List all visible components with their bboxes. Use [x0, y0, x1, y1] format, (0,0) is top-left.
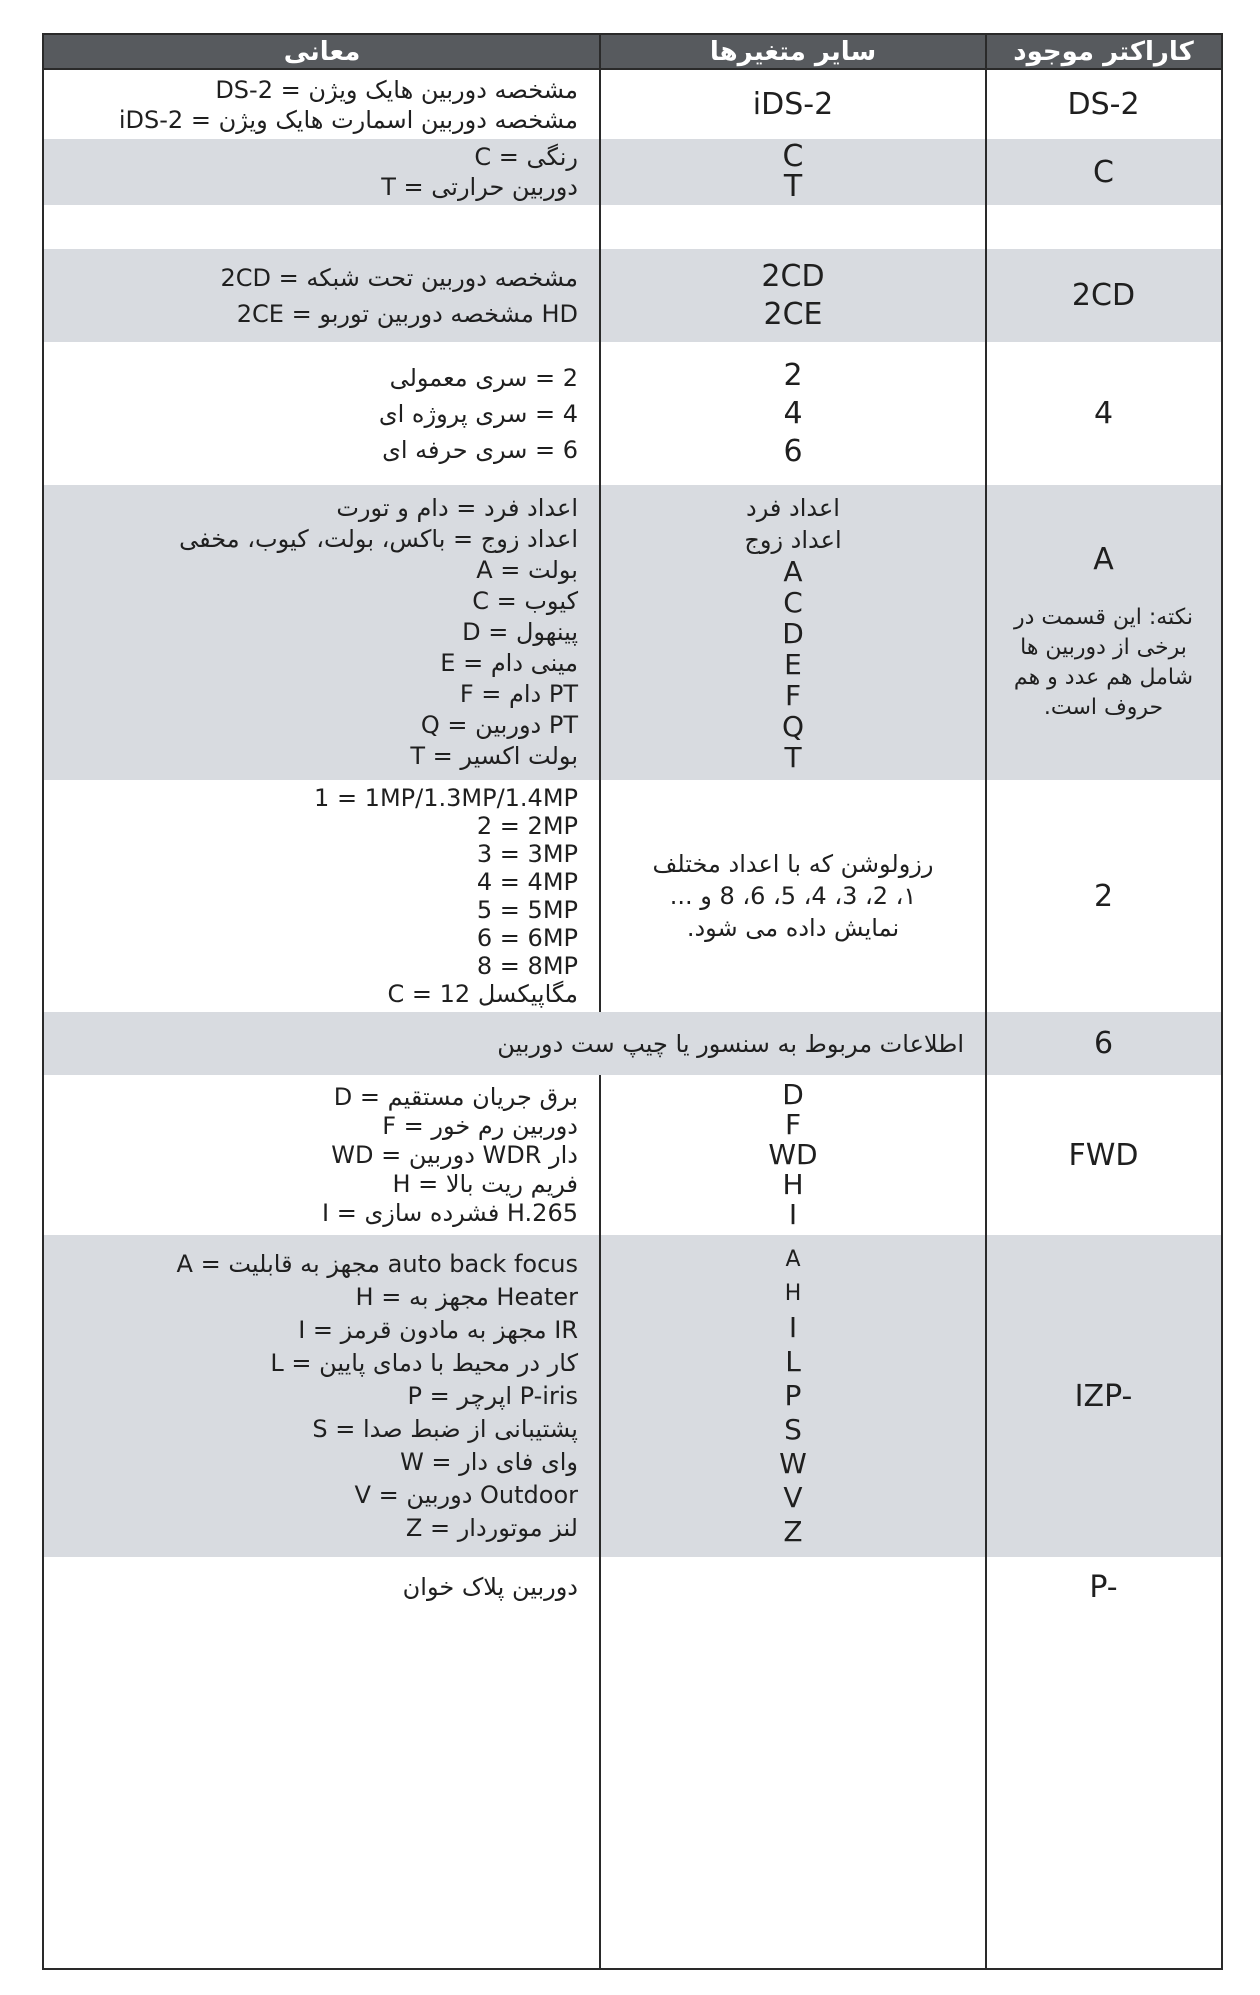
char-cell: 2 [1093, 878, 1114, 914]
camera-code-table [42, 33, 1223, 1970]
var-item: L [785, 1345, 801, 1378]
column-divider [599, 35, 601, 1012]
meaning-cell [44, 1012, 986, 1075]
vars-cell [600, 342, 986, 485]
var-item: اعداد فرد [746, 494, 840, 522]
var-item: F [784, 679, 802, 712]
var-item: A [785, 1247, 801, 1272]
table-row [44, 1012, 1221, 1075]
vars-cell [600, 780, 986, 1012]
meaning-line: 5 = 5MP [476, 896, 578, 924]
var-item: V [783, 1481, 803, 1514]
var-description: رزولوشن که با اعداد مختلف ۱، 2، 3، 4، 5، 6، 8 و ... نمایش داده می شود. [652, 850, 934, 942]
var-item: 2 [783, 357, 803, 393]
meaning-line: V = دوربین Outdoor [354, 1480, 578, 1509]
var-item: S [784, 1413, 802, 1446]
meaning-line: D = برق جریان مستقیم [333, 1082, 578, 1111]
meaning-line: S = پشتیبانی از ضبط صدا [312, 1414, 578, 1443]
vars-cell [600, 139, 986, 205]
table-row [44, 70, 1221, 139]
meaning-line: اعداد زوج = باکس، بولت، کیوب، مخفی [179, 525, 578, 553]
char-cell: P- [1089, 1569, 1118, 1605]
table-row [44, 485, 1221, 780]
var-item: 6 [783, 433, 803, 469]
var-item: I [788, 1311, 798, 1344]
meaning-cell [44, 485, 600, 780]
char-cell: C [1093, 154, 1114, 190]
meaning-line: H = مجهز به Heater [355, 1282, 578, 1311]
char-cell [986, 485, 1221, 780]
meaning-line: 2CD = مشخصه دوربین تحت شبکه [220, 263, 578, 292]
meaning-line: C = کیوب [472, 587, 578, 615]
var-item: T [783, 169, 803, 204]
meaning-line: F = دام PT [459, 680, 578, 708]
vars-cell [600, 249, 986, 342]
var-item: D [782, 617, 804, 650]
char-cell: 2CD [1071, 278, 1136, 313]
var-item: 2CD [761, 258, 825, 294]
meaning-cell [44, 1075, 600, 1235]
var-item: WD [768, 1138, 818, 1171]
char-cell: FWD [1068, 1137, 1139, 1173]
meaning-line: W = وای فای دار [400, 1447, 578, 1476]
empty-row [44, 205, 1221, 249]
meaning-line: I = فشرده سازی H.265 [322, 1198, 578, 1227]
var-item: W [779, 1447, 807, 1480]
vars-cell [600, 70, 986, 139]
table-header [44, 35, 1221, 70]
var-item: H [782, 1168, 804, 1201]
table-row [44, 342, 1221, 485]
meaning-line: 2 = سری معمولی [389, 363, 578, 392]
meaning-line: اطلاعات مربوط به سنسور یا چیپ ست دوربین [497, 1029, 964, 1058]
meaning-cell [44, 1235, 600, 1557]
meaning-line: D = پینهول [462, 618, 578, 646]
meaning-line: 6 = سری حرفه ای [382, 435, 578, 464]
meaning-line: دوربین پلاک خوان [402, 1573, 578, 1601]
char-cell: 4 [1093, 396, 1114, 431]
var-item: Z [783, 1515, 803, 1548]
meaning-cell [44, 70, 600, 139]
meaning-line: DS-2 = مشخصه دوربین هایک ویژن [215, 75, 578, 104]
table-row [44, 1557, 1221, 1968]
meaning-line: T = دوربین حرارتی [381, 173, 578, 201]
header-char: کاراکتر موجود [1013, 36, 1194, 67]
meaning-line: 8 = 8MP [476, 952, 578, 980]
meaning-line: H = فریم ریت بالا [392, 1169, 578, 1198]
char-value: A [1093, 542, 1114, 577]
var-item: E [784, 648, 802, 681]
meaning-cell [44, 249, 600, 342]
meaning-line: I = مجهز به مادون قرمز IR [298, 1315, 578, 1344]
meaning-line: C = رنگی [474, 143, 578, 171]
var-item: F [784, 1108, 802, 1141]
column-divider [985, 35, 987, 1968]
meaning-line: P = اپرچر P-iris [407, 1381, 578, 1410]
char-note: نکته: این قسمت در برخی از دوربین ها شامل هم عدد و هم حروف است. [1013, 605, 1194, 720]
vars-cell [600, 1075, 986, 1235]
meaning-line: iDS-2 = مشخصه دوربین اسمارت هایک ویژن [118, 105, 578, 134]
vars-cell [600, 1235, 986, 1557]
meaning-line: 1 = 1MP/1.3MP/1.4MP [314, 784, 578, 812]
meaning-line: C = 12 مگاپیکسل [387, 980, 578, 1008]
meaning-line: 4 = سری پروژه ای [378, 399, 578, 428]
meaning-line: T = بولت اکسیر [410, 742, 578, 770]
table-row [44, 780, 1221, 1012]
var-item: T [784, 741, 802, 774]
var-item: I [788, 1198, 798, 1231]
var-item: A [783, 555, 803, 588]
char-cell: IZP- [1074, 1378, 1133, 1414]
meaning-cell [44, 139, 600, 205]
meaning-line: F = دوربین رم خور [382, 1111, 578, 1140]
var-item: P [784, 1379, 802, 1412]
table-row [44, 1235, 1221, 1557]
meaning-line: 3 = 3MP [476, 840, 578, 868]
meaning-line: A = بولت [476, 556, 578, 584]
meaning-cell [44, 1557, 600, 1617]
table-row [44, 139, 1221, 205]
var-item: Q [781, 710, 805, 743]
meaning-line: Q = دوربین PT [420, 711, 578, 739]
meaning-line: Z = لنز موتوردار [405, 1513, 578, 1542]
table-row [44, 249, 1221, 342]
var-item: iDS-2 [752, 86, 834, 122]
var-item: C [782, 139, 804, 174]
meaning-cell [44, 780, 600, 1012]
meaning-cell [44, 342, 600, 485]
meaning-line: A = مجهز به قابلیت auto back focus [176, 1249, 578, 1278]
meaning-line: E = مینی دام [440, 649, 578, 677]
char-cell: 6 [1093, 1026, 1114, 1061]
column-divider [599, 1075, 601, 1968]
vars-cell [600, 485, 986, 780]
var-item: اعداد زوج [744, 526, 842, 554]
var-item: D [782, 1078, 804, 1111]
meaning-line: 2CE = مشخصه دوربین توربو HD [236, 299, 578, 328]
char-cell: DS-2 [1067, 87, 1140, 122]
header-meaning: معانی [283, 36, 361, 67]
var-item: C [783, 586, 803, 619]
meaning-line: 2 = 2MP [476, 812, 578, 840]
meaning-line: L = کار در محیط با دمای پایین [270, 1348, 578, 1377]
var-item: 4 [783, 395, 803, 431]
meaning-line: اعداد فرد = دام و تورت [336, 494, 578, 522]
var-item: 2CE [763, 296, 823, 332]
meaning-line: 4 = 4MP [476, 868, 578, 896]
header-vars: سایر متغیرها [709, 36, 877, 67]
var-item: H [784, 1281, 802, 1306]
table-row [44, 1075, 1221, 1235]
meaning-line: WD = دوربین WDR دار [331, 1140, 578, 1169]
meaning-line: 6 = 6MP [476, 924, 578, 952]
